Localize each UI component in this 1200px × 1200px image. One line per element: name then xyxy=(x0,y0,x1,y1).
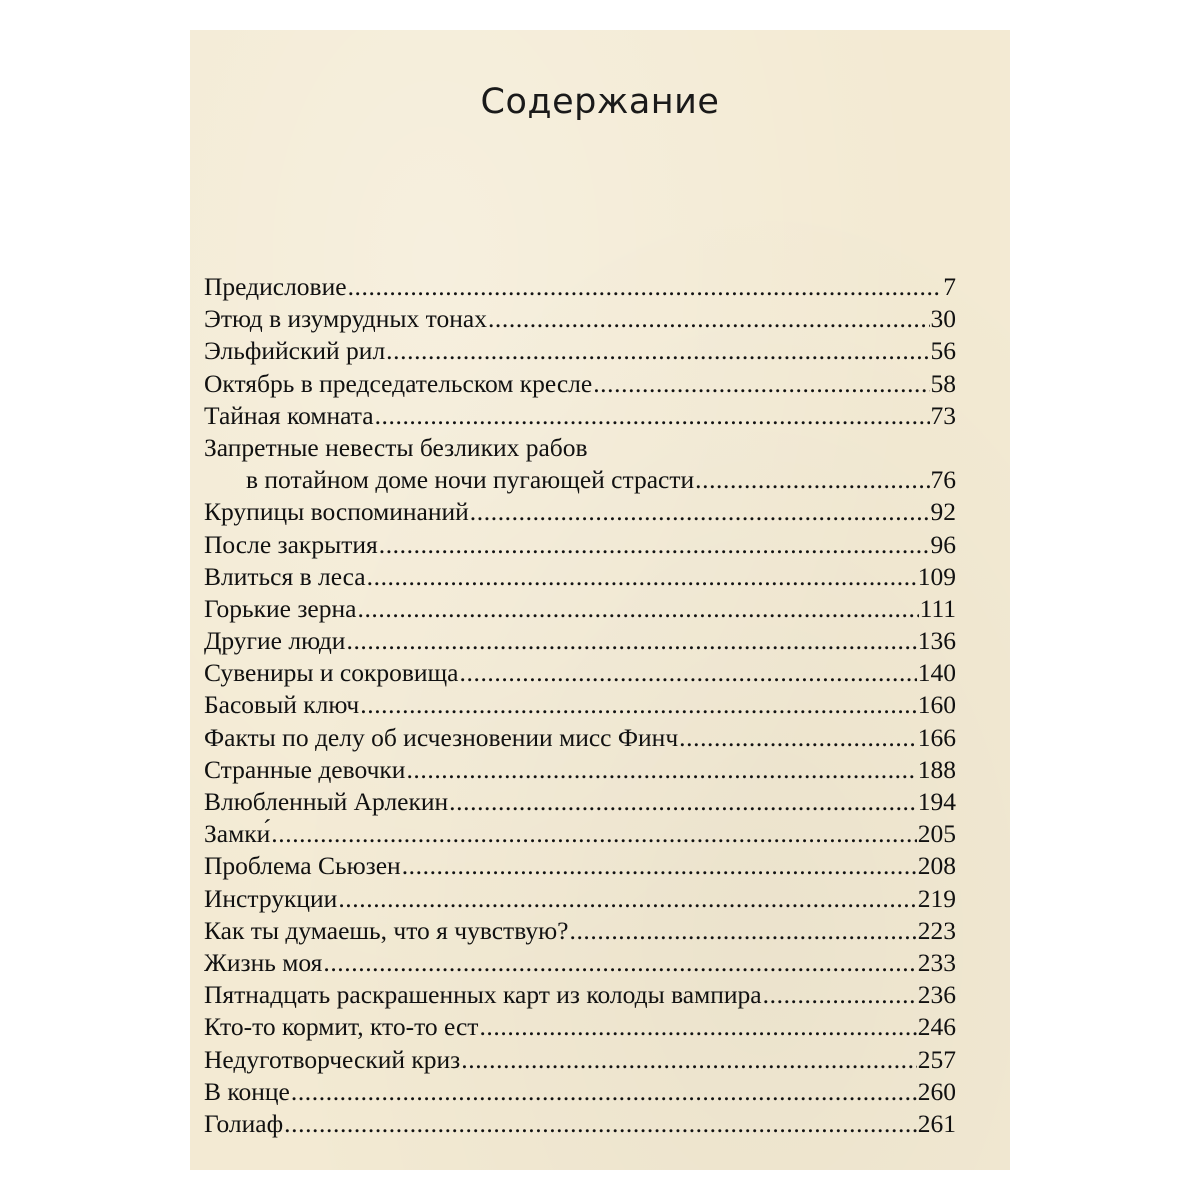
toc-entry-page: 260 xyxy=(917,1076,956,1106)
leader-dots xyxy=(593,368,929,400)
toc-entry-title: Басовый ключ xyxy=(204,690,360,720)
toc-entry xyxy=(204,529,956,561)
toc-entry-page: 194 xyxy=(917,787,956,816)
toc-entry-page: 109 xyxy=(917,561,956,591)
toc-entry-title-continuation: в потайном доме ночи пугающей страсти xyxy=(246,465,695,495)
toc-entry xyxy=(204,561,956,593)
toc-entry-page: 111 xyxy=(919,593,956,623)
leader-dots xyxy=(367,561,917,593)
toc-entry xyxy=(204,496,956,528)
toc-entry xyxy=(204,947,956,979)
toc-entry xyxy=(204,722,956,754)
toc-entry xyxy=(204,271,956,303)
toc-entry xyxy=(204,883,956,915)
toc-entry xyxy=(204,786,956,818)
toc-entry-title: В конце xyxy=(204,1076,290,1106)
leader-dots xyxy=(569,915,916,947)
leader-dots xyxy=(357,593,918,625)
toc-entry xyxy=(204,850,956,882)
toc-entry xyxy=(204,368,956,400)
toc-entry-title: Другие люди xyxy=(204,626,346,656)
leader-dots xyxy=(379,529,930,561)
toc-entry-title: Жизнь моя xyxy=(204,947,323,977)
toc-entry xyxy=(204,818,956,850)
leader-dots xyxy=(360,689,917,721)
toc-entry-page: 160 xyxy=(917,690,956,720)
leader-dots xyxy=(763,979,917,1011)
toc-entry-page: 7 xyxy=(943,272,956,301)
toc-entry-title: Тайная комната xyxy=(204,400,374,430)
toc-entry-page: 233 xyxy=(917,947,956,977)
toc-entry-page: 219 xyxy=(917,883,956,913)
toc-entry xyxy=(204,432,956,464)
leader-dots xyxy=(271,818,916,850)
leader-dots xyxy=(338,883,916,915)
toc-entry xyxy=(204,979,956,1011)
toc-entry-title: Замки́ xyxy=(204,819,271,849)
toc-entry xyxy=(204,689,956,721)
table-of-contents xyxy=(204,271,956,1140)
toc-entry-continuation xyxy=(204,464,956,496)
toc-entry xyxy=(204,754,956,786)
toc-entry-page: 166 xyxy=(917,722,956,752)
leader-dots xyxy=(461,1044,917,1076)
toc-entry-page: 73 xyxy=(930,400,956,430)
toc-entry-page: 92 xyxy=(930,497,956,527)
toc-entry xyxy=(204,335,956,367)
toc-entry-page: 96 xyxy=(930,529,956,559)
leader-dots xyxy=(402,850,917,882)
toc-entry-page: 76 xyxy=(930,465,956,495)
toc-entry-title: Проблема Сьюзен xyxy=(204,851,401,881)
toc-entry xyxy=(204,915,956,947)
toc-entry-page: 223 xyxy=(917,915,956,945)
leader-dots xyxy=(348,271,943,303)
leader-dots xyxy=(291,1076,917,1108)
leader-dots xyxy=(449,786,917,818)
toc-entry xyxy=(204,625,956,657)
toc-entry xyxy=(204,657,956,689)
toc-entry-page: 58 xyxy=(930,368,956,398)
toc-entry xyxy=(204,593,956,625)
toc-entry-title: Как ты думаешь, что я чувствую? xyxy=(204,915,569,945)
toc-entry-title: Факты по делу об исчезновении мисс Финч xyxy=(204,722,679,752)
leader-dots xyxy=(460,657,917,689)
page-title: Содержание xyxy=(480,82,720,122)
toc-entry-title: Сувениры и сокровища xyxy=(204,658,459,688)
toc-entry xyxy=(204,1076,956,1108)
leader-dots xyxy=(323,947,916,979)
toc-entry-page: 236 xyxy=(917,980,956,1010)
toc-entry-title: Октябрь в председательском кресле xyxy=(204,368,593,398)
toc-entry-page: 30 xyxy=(930,304,956,334)
toc-entry xyxy=(204,303,956,335)
toc-entry-page: 56 xyxy=(930,336,956,366)
toc-entry-title: Предисловие xyxy=(204,272,347,301)
toc-entry-page: 208 xyxy=(917,851,956,881)
toc-entry-page: 140 xyxy=(917,658,956,688)
toc-entry-title: Горькие зерна xyxy=(204,593,357,623)
toc-entry-page: 188 xyxy=(917,754,956,784)
leader-dots xyxy=(695,464,929,496)
leader-dots xyxy=(479,1011,916,1043)
toc-entry-title: После закрытия xyxy=(204,529,378,559)
toc-entry-page: 261 xyxy=(917,1108,956,1138)
leader-dots xyxy=(375,400,930,432)
toc-entry xyxy=(204,400,956,432)
toc-entry-title: Инструкции xyxy=(204,883,338,913)
leader-dots xyxy=(488,303,930,335)
toc-entry-title: Кто-то кормит, кто-то ест xyxy=(204,1012,479,1042)
leader-dots xyxy=(346,625,916,657)
leader-dots xyxy=(284,1108,917,1140)
toc-entry-page: 136 xyxy=(917,626,956,656)
toc-entry-page: 257 xyxy=(917,1044,956,1074)
toc-entry-title: Странные девочки xyxy=(204,754,406,784)
toc-entry-title: Голиаф xyxy=(204,1108,284,1138)
book-page xyxy=(190,30,1010,1170)
toc-entry-title: Крупицы воспоминаний xyxy=(204,497,469,527)
toc-entry xyxy=(204,1108,956,1140)
toc-entry-title: Запретные невесты безликих рабов xyxy=(204,432,588,462)
leader-dots xyxy=(470,496,930,528)
toc-entry xyxy=(204,1011,956,1043)
toc-entry-title: Влиться в леса xyxy=(204,561,366,591)
toc-entry-page: 205 xyxy=(917,819,956,849)
toc-entry-page: 246 xyxy=(917,1012,956,1042)
toc-entry xyxy=(204,1044,956,1076)
leader-dots xyxy=(406,754,916,786)
toc-entry-title: Недуготворческий криз xyxy=(204,1044,461,1074)
toc-entry-title: Этюд в изумрудных тонах xyxy=(204,304,487,334)
leader-dots xyxy=(679,722,917,754)
toc-entry-title: Эльфийский рил xyxy=(204,336,386,366)
toc-entry-title: Пятнадцать раскрашенных карт из колоды вампира xyxy=(204,980,762,1010)
toc-entry-title: Влюбленный Арлекин xyxy=(204,787,449,816)
leader-dots xyxy=(386,335,929,367)
